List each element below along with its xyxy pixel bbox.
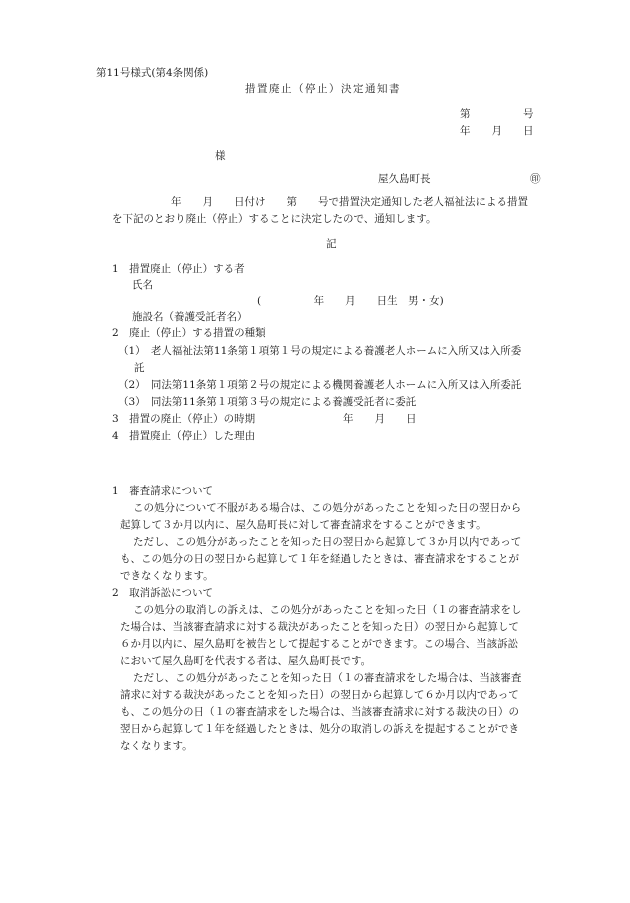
item-2-heading: 2 廃止（停止）する措置の種類 — [112, 327, 266, 339]
issuer-name: 屋久島町長 — [378, 173, 431, 185]
item-4-heading: 4 措置廃止（停止）した理由 — [112, 430, 256, 442]
note-1-line: この処分について不服がある場合は、この処分があったことを知った日の翌日から — [133, 502, 522, 514]
note-2-line: た場合は、当該審査請求に対する裁決があったことを知った日）の翌日から起算して — [120, 621, 519, 633]
document-title: 措置廃止（停止）決定通知書 — [245, 83, 401, 95]
note-1-line: も、この処分の日の翌日から起算して１年を経過したときは、審査請求をすることが — [120, 553, 519, 565]
sub-item-1-line-2: 託 — [134, 362, 145, 374]
note-1-line: できなくなります。 — [120, 570, 214, 582]
note-2-heading: 2 取消訴訟について — [112, 587, 213, 599]
note-1-line: ただし、この処分があったことを知った日の翌日から起算して３か月以内であって — [133, 536, 522, 548]
sub-item-1-line-1: （1） 老人福祉法第11条第１項第１号の規定による養護老人ホームに入所又は入所委 — [118, 345, 522, 357]
form-label: 第11号様式(第4条関係) — [96, 67, 209, 79]
note-2-line: なくなります。 — [120, 740, 193, 752]
document-date: 年 月 日 — [460, 125, 534, 137]
ki-heading: 記 — [326, 238, 337, 250]
birth-date-line: ( 年 月 日生 男・女) — [257, 295, 444, 307]
intro-line-1: 年 月 日付け 第 号で措置決定通知した老人福祉法による措置 — [171, 196, 528, 208]
intro-line-2: を下記のとおり廃止（停止）することに決定したので、通知します。 — [112, 213, 437, 225]
name-label: 氏名 — [132, 279, 153, 291]
note-2-line: 翌日から起算して１年を経過したときは、処分の取消しの訴えを提起することができ — [120, 723, 519, 735]
note-1-line: 起算して３か月以内に、屋久島町長に対して審査請求をすることができます。 — [120, 519, 487, 531]
sub-item-3: （3） 同法第11条第１項第３号の規定による養護受託者に委託 — [118, 396, 417, 408]
item-1-heading: 1 措置廃止（停止）する者 — [112, 263, 245, 275]
sub-item-2: （2） 同法第11条第１項第２号の規定による機関養護老人ホームに入所又は入所委託 — [118, 379, 522, 391]
note-1-heading: 1 審査請求について — [112, 485, 213, 497]
note-2-line: ６か月以内に、屋久島町を被告として提起することができます。この場合、当該訴訟 — [120, 638, 519, 650]
item-3-date: 年 月 日 — [343, 413, 417, 425]
note-2-line: 請求に対する裁決があったことを知った日）の翌日から起算して６か月以内であって — [120, 689, 519, 701]
facility-label: 施設名（養護受託者名） — [132, 311, 248, 323]
note-2-line: において屋久島町を代表する者は、屋久島町長です。 — [120, 655, 372, 667]
note-2-line: ただし、この処分があったことを知った日（１の審査請求をした場合は、当該審査 — [133, 672, 522, 684]
note-2-line: も、この処分の日（１の審査請求をした場合は、当該審査請求に対する裁決の日）の — [120, 706, 519, 718]
seal-mark: ㊞ — [530, 173, 541, 185]
document-number: 第 号 — [460, 108, 534, 120]
note-2-line: この処分の取消しの訴えは、この処分があったことを知った日（１の審査請求をし — [133, 604, 522, 616]
addressee-suffix: 様 — [215, 150, 226, 162]
item-3-heading: 3 措置の廃止（停止）の時期 — [112, 413, 256, 425]
